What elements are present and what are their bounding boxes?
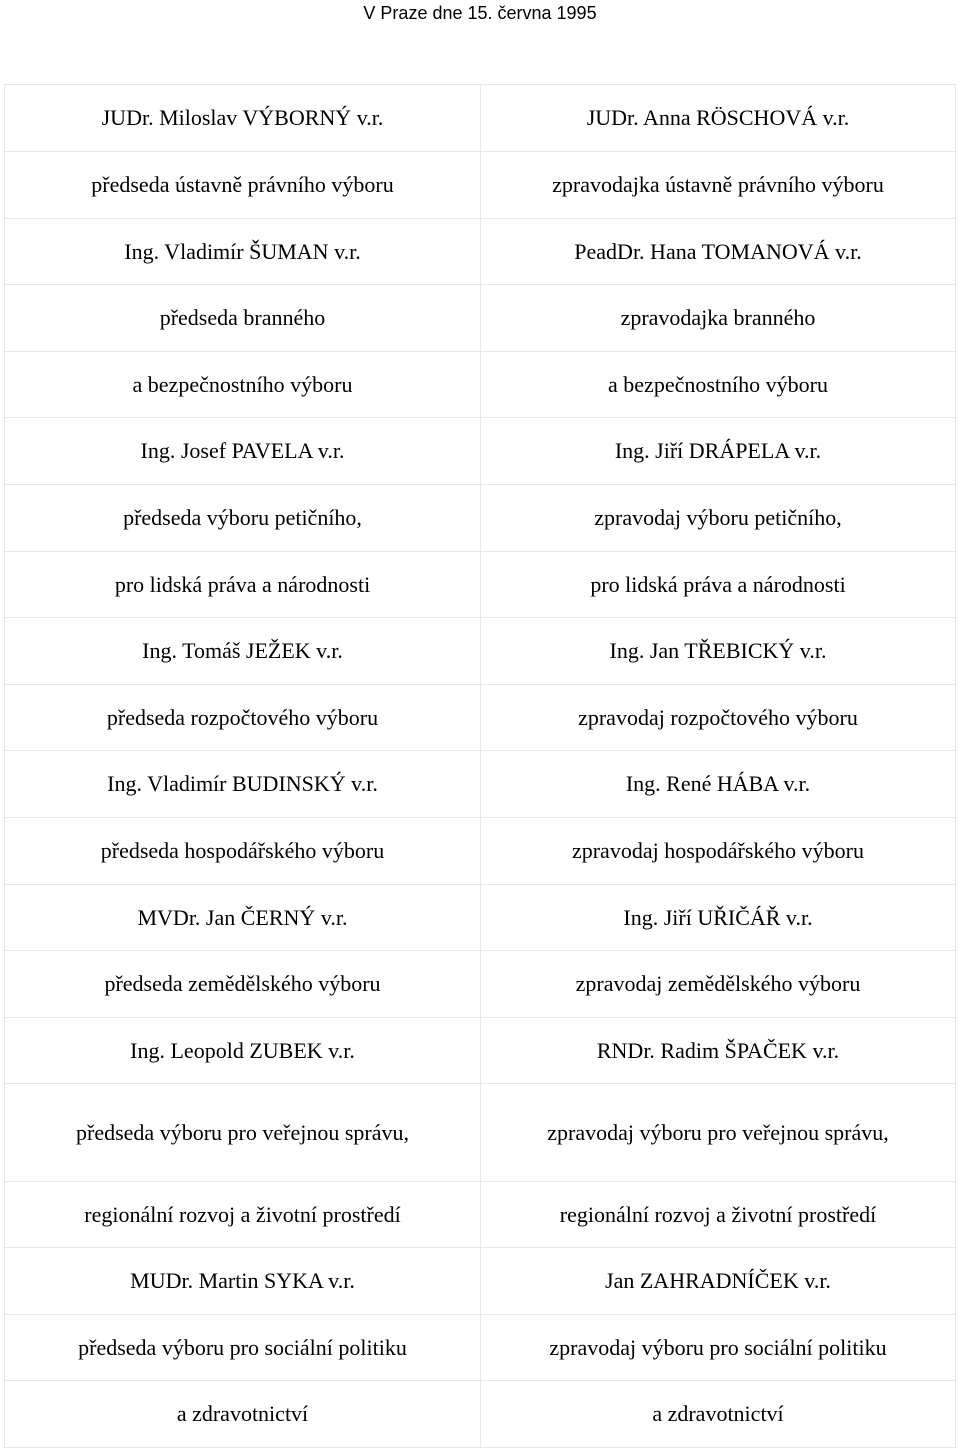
- chairman-cell: předseda výboru pro veřejnou správu,: [5, 1084, 481, 1182]
- chairman-cell: Ing. Vladimír BUDINSKÝ v.r.: [5, 751, 481, 818]
- rapporteur-cell: zpravodaj výboru pro sociální politiku: [481, 1315, 956, 1381]
- chairman-cell: předseda výboru pro sociální politiku: [5, 1315, 481, 1381]
- rapporteur-cell: a zdravotnictví: [481, 1381, 956, 1448]
- table-row: [5, 485, 956, 552]
- chairman-cell: předseda ústavně právního výboru: [5, 152, 481, 219]
- rapporteur-cell: Jan ZAHRADNÍČEK v.r.: [481, 1248, 956, 1315]
- signatures-table: [4, 84, 956, 1448]
- table-row: [5, 285, 956, 352]
- rapporteur-cell: zpravodaj výboru pro veřejnou správu,: [481, 1084, 956, 1182]
- rapporteur-cell: PeadDr. Hana TOMANOVÁ v.r.: [481, 219, 956, 285]
- chairman-cell: Ing. Vladimír ŠUMAN v.r.: [5, 219, 481, 285]
- rapporteur-cell: zpravodaj výboru petičního,: [481, 485, 956, 552]
- rapporteur-cell: pro lidská práva a národnosti: [481, 552, 956, 618]
- rapporteur-cell: zpravodajka branného: [481, 285, 956, 352]
- chairman-cell: regionální rozvoj a životní prostředí: [5, 1182, 481, 1248]
- table-row: [5, 85, 956, 152]
- chairman-cell: předseda zemědělského výboru: [5, 951, 481, 1018]
- table-row: [5, 1315, 956, 1381]
- table-row: [5, 685, 956, 751]
- table-row: [5, 951, 956, 1018]
- chairman-cell: MVDr. Jan ČERNÝ v.r.: [5, 885, 481, 951]
- document-date-header: V Praze dne 15. června 1995: [363, 3, 597, 23]
- rapporteur-cell: a bezpečnostního výboru: [481, 352, 956, 418]
- table-row: [5, 1018, 956, 1084]
- chairman-cell: předseda branného: [5, 285, 481, 352]
- chairman-cell: a bezpečnostního výboru: [5, 352, 481, 418]
- rapporteur-cell: Ing. Jiří UŘIČÁŘ v.r.: [481, 885, 956, 951]
- table-row: [5, 352, 956, 418]
- table-row: [5, 1248, 956, 1315]
- rapporteur-cell: regionální rozvoj a životní prostředí: [481, 1182, 956, 1248]
- chairman-cell: předseda hospodářského výboru: [5, 818, 481, 885]
- rapporteur-cell: Ing. René HÁBA v.r.: [481, 751, 956, 818]
- chairman-cell: předseda výboru petičního,: [5, 485, 481, 552]
- table-row: [5, 1182, 956, 1248]
- chairman-cell: předseda rozpočtového výboru: [5, 685, 481, 751]
- rapporteur-cell: zpravodaj zemědělského výboru: [481, 951, 956, 1018]
- table-row: [5, 152, 956, 219]
- table-row: [5, 618, 956, 685]
- table-row: [5, 818, 956, 885]
- rapporteur-cell: zpravodajka ústavně právního výboru: [481, 152, 956, 219]
- table-row: [5, 219, 956, 285]
- table-row: [5, 885, 956, 951]
- chairman-cell: pro lidská práva a národnosti: [5, 552, 481, 618]
- chairman-cell: Ing. Josef PAVELA v.r.: [5, 418, 481, 485]
- rapporteur-cell: Ing. Jan TŘEBICKÝ v.r.: [481, 618, 956, 685]
- rapporteur-cell: RNDr. Radim ŠPAČEK v.r.: [481, 1018, 956, 1084]
- rapporteur-cell: zpravodaj rozpočtového výboru: [481, 685, 956, 751]
- table-row: [5, 418, 956, 485]
- chairman-cell: Ing. Tomáš JEŽEK v.r.: [5, 618, 481, 685]
- rapporteur-cell: zpravodaj hospodářského výboru: [481, 818, 956, 885]
- table-row: [5, 552, 956, 618]
- table-row: [5, 1381, 956, 1448]
- chairman-cell: MUDr. Martin SYKA v.r.: [5, 1248, 481, 1315]
- rapporteur-cell: Ing. Jiří DRÁPELA v.r.: [481, 418, 956, 485]
- table-row: [5, 1084, 956, 1182]
- rapporteur-cell: JUDr. Anna RÖSCHOVÁ v.r.: [481, 85, 956, 152]
- chairman-cell: JUDr. Miloslav VÝBORNÝ v.r.: [5, 85, 481, 152]
- chairman-cell: Ing. Leopold ZUBEK v.r.: [5, 1018, 481, 1084]
- chairman-cell: a zdravotnictví: [5, 1381, 481, 1448]
- table-row: [5, 751, 956, 818]
